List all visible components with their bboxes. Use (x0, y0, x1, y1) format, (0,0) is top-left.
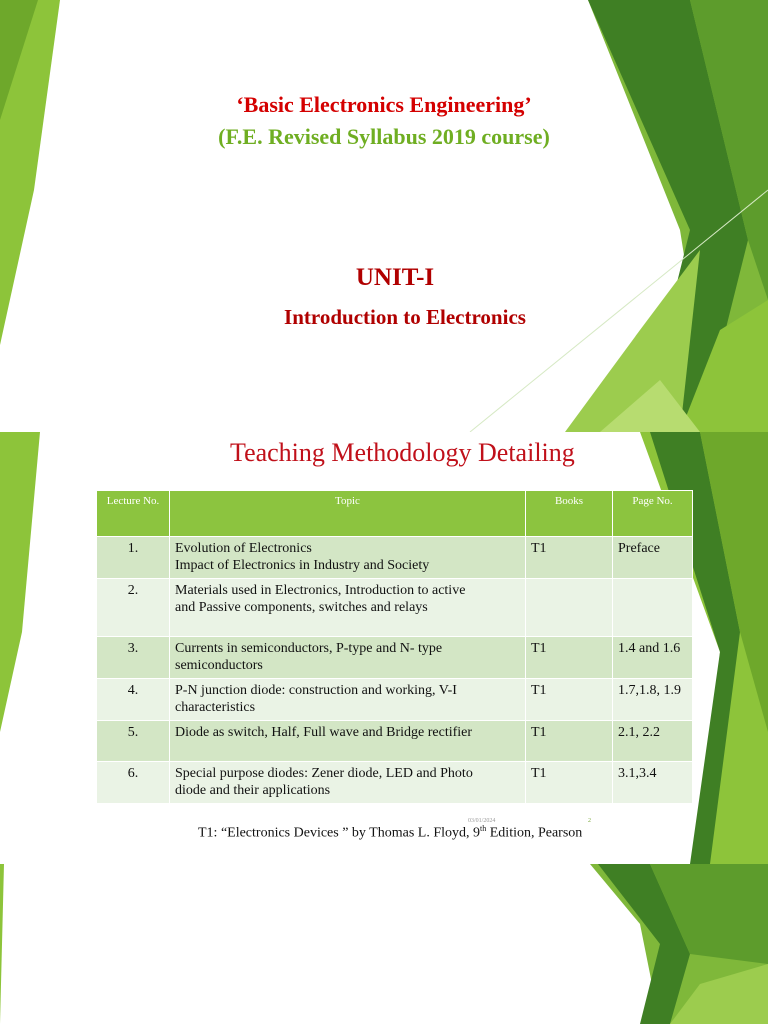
page-cell (613, 579, 693, 637)
green-chevron-decoration (0, 864, 768, 1024)
lecture-no-cell: 5. (97, 721, 170, 762)
topic-line: characteristics (175, 700, 256, 715)
footer-page-number: 2 (588, 818, 591, 824)
page-cell: 1.4 and 1.6 (613, 637, 693, 679)
page-cell: 1.7,1.8, 1.9 (613, 679, 693, 721)
lecture-no-cell: 4. (97, 679, 170, 721)
topic-cell (170, 579, 526, 637)
page-cell: 2.1, 2.2 (613, 721, 693, 762)
topic-cell (170, 721, 526, 762)
topic-cell (170, 762, 526, 804)
lecture-no-cell: 3. (97, 637, 170, 679)
lecture-no-cell: 6. (97, 762, 170, 804)
footer-date: 03/01/2024 (468, 818, 496, 824)
unit-heading: UNIT-I (355, 264, 435, 291)
table-row (97, 579, 693, 637)
table-row (97, 637, 693, 679)
book-cell: T1 (526, 679, 613, 721)
topic-line: semiconductors (175, 658, 263, 673)
methodology-table (96, 490, 693, 804)
header-books: Books (526, 491, 613, 537)
textbook-reference (198, 824, 582, 842)
topic-cell (170, 637, 526, 679)
topic-cell (170, 537, 526, 579)
topic-line: Impact of Electronics in Industry and Society (175, 558, 430, 573)
topic-line: Diode as switch, Half, Full wave and Bridge rectifier (175, 725, 473, 740)
book-cell: T1 (526, 721, 613, 762)
topic-line: Materials used in Electronics, Introduction to active (175, 583, 466, 598)
header-lecture-no: Lecture No. (97, 491, 170, 537)
topic-line: Evolution of Electronics (175, 541, 312, 556)
reference-text-end: Edition, Pearson (486, 825, 583, 841)
course-subtitle: (F.E. Revised Syllabus 2019 course) (218, 124, 550, 149)
table-row (97, 762, 693, 804)
topic-line: Special purpose diodes: Zener diode, LED and Photo (175, 766, 473, 781)
book-cell: T1 (526, 537, 613, 579)
lecture-no-cell: 2. (97, 579, 170, 637)
unit-title: Introduction to Electronics (284, 305, 526, 329)
reference-text: T1: “Electronics Devices ” by Thomas L. Floyd, 9 (198, 825, 481, 841)
table-row (97, 721, 693, 762)
topic-line: diode and their applications (175, 783, 331, 798)
book-cell (526, 579, 613, 637)
table-row (97, 679, 693, 721)
page-cell: Preface (613, 537, 693, 579)
reference-superscript: th (480, 824, 487, 833)
header-topic: Topic (170, 491, 526, 537)
page-cell: 3.1,3.4 (613, 762, 693, 804)
slide-1 (0, 0, 768, 432)
slide-title: Teaching Methodology Detailing (230, 438, 575, 467)
lecture-no-cell: 1. (97, 537, 170, 579)
topic-line: and Passive components, switches and relays (175, 600, 428, 615)
topic-cell (170, 679, 526, 721)
header-page-no: Page No. (613, 491, 693, 537)
book-cell: T1 (526, 637, 613, 679)
slide-3-partial (0, 864, 768, 1024)
green-chevron-decoration (0, 0, 768, 432)
book-cell: T1 (526, 762, 613, 804)
topic-line: P-N junction diode: construction and working, V-I (175, 683, 457, 698)
table-row (97, 537, 693, 579)
slide-2 (0, 432, 768, 864)
table-header-row (97, 491, 693, 537)
topic-line: Currents in semiconductors, P-type and N- type (175, 641, 443, 656)
course-title: ‘Basic Electronics Engineering’ (236, 92, 532, 117)
